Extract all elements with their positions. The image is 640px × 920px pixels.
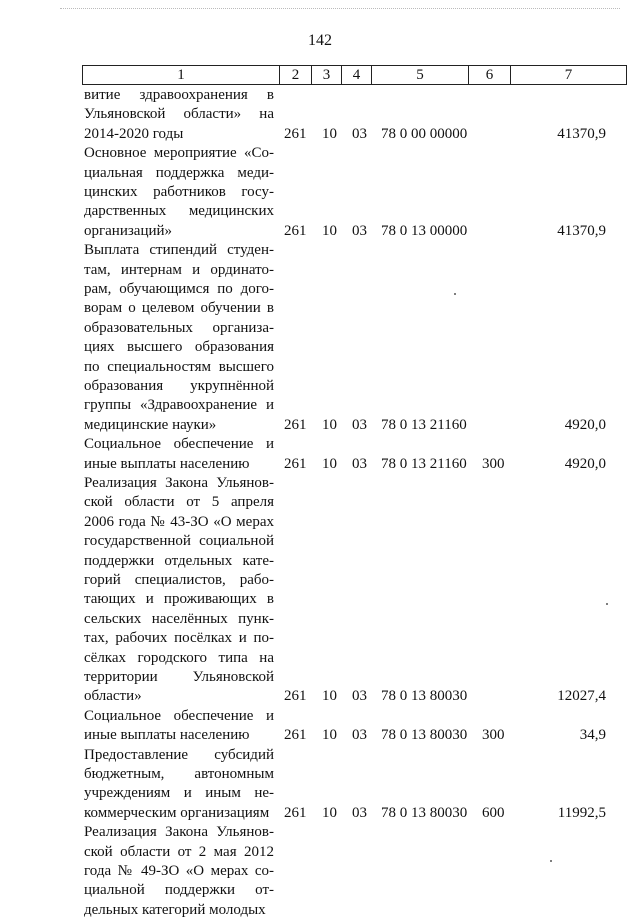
- cell-c2: 261: [284, 804, 307, 821]
- description-line: 2014-2020 годы: [84, 125, 184, 142]
- cell-c5: 78 0 13 80030: [381, 688, 468, 705]
- table-header: [82, 65, 627, 85]
- description-line: области»: [84, 688, 142, 705]
- description-line: там, интернам и ординато-: [84, 261, 274, 278]
- cell-c5: 78 0 13 00000: [381, 222, 468, 239]
- cell-c5: 78 0 13 80030: [381, 727, 468, 744]
- description-line: ской области от 2 мая 2012: [84, 843, 274, 860]
- cell-c3: 10: [322, 222, 337, 239]
- description-line: дельных категорий молодых: [84, 901, 266, 918]
- cell-c3: 10: [322, 804, 337, 821]
- description-line: дарственных медицинских: [84, 203, 274, 220]
- header-col-1: 1: [83, 66, 280, 84]
- description-line: года № 49-ЗО «О мерах со-: [84, 863, 274, 879]
- cell-c7: 4920,0: [564, 455, 606, 472]
- description-line: иные выплаты населению: [84, 455, 250, 472]
- header-col-5: 5: [372, 66, 469, 84]
- description-line: территории Ульяновской: [84, 669, 274, 686]
- cell-c7: 4920,0: [564, 416, 606, 433]
- description-line: Предоставление субсидий: [84, 746, 274, 763]
- cell-c4: 03: [352, 688, 367, 705]
- cell-c4: 03: [352, 804, 367, 821]
- scan-speck: [454, 293, 456, 295]
- cell-c7: 41370,9: [557, 125, 606, 142]
- description-line: коммерческим организациям: [84, 804, 270, 821]
- page-number: 142: [308, 32, 332, 49]
- cell-c7: 11992,5: [557, 804, 606, 821]
- description-line: цинских работников госу-: [84, 184, 274, 200]
- description-line: иные выплаты населению: [84, 727, 250, 744]
- cell-c6: 300: [482, 727, 505, 744]
- description-line: циальная поддержка меди-: [84, 164, 274, 181]
- description-line: Реализация Закона Ульянов-: [84, 824, 274, 841]
- description-line: циальной поддержки от-: [84, 882, 274, 899]
- cell-c7: 34,9: [579, 727, 606, 744]
- description-line: Социальное обеспечение и: [84, 707, 274, 724]
- description-line: 2006 года № 43-ЗО «О мерах: [84, 513, 274, 530]
- description-line: ской области от 5 апреля: [84, 494, 274, 511]
- description-line: Выплата стипендий студен-: [84, 242, 274, 259]
- description-line: рам, обучающимся по дого-: [84, 281, 274, 297]
- description-line: образовательных организа-: [84, 319, 274, 336]
- cell-c5: 78 0 00 00000: [381, 125, 468, 142]
- row-description: [84, 86, 274, 144]
- description-line: учреждениям и иным не-: [84, 785, 274, 802]
- description-line: Реализация Закона Ульянов-: [84, 475, 274, 491]
- row-description: [84, 746, 274, 824]
- description-line: тах, рабочих посёлках и по-: [84, 630, 274, 647]
- description-line: горий специалистов, рабо-: [84, 572, 274, 589]
- scan-speck: [606, 603, 608, 605]
- cell-c4: 03: [352, 416, 367, 433]
- description-line: организаций»: [84, 222, 173, 239]
- cell-c5: 78 0 13 80030: [381, 804, 468, 821]
- description-line: Социальное обеспечение и: [84, 436, 274, 453]
- row-description: [84, 144, 274, 241]
- cell-c4: 03: [352, 125, 367, 142]
- description-line: сельских населённых пунк-: [84, 610, 274, 627]
- cell-c3: 10: [322, 688, 337, 705]
- header-col-2: 2: [280, 66, 312, 84]
- header-col-7: 7: [564, 67, 573, 83]
- cell-c2: 261: [284, 222, 307, 239]
- cell-c4: 03: [352, 727, 367, 744]
- description-line: тающих и проживающих в: [84, 591, 274, 608]
- cell-c2: 261: [284, 727, 307, 744]
- cell-c3: 10: [322, 455, 337, 472]
- cell-c2: 261: [284, 688, 307, 705]
- description-line: сёлках городского типа на: [84, 649, 274, 666]
- cell-c7: 12027,4: [557, 688, 606, 705]
- header-col-4: 4: [342, 66, 372, 84]
- description-line: медицинские науки»: [84, 416, 217, 433]
- cell-c6: 300: [482, 455, 505, 472]
- row-description: [84, 241, 274, 435]
- description-line: циях высшего образования: [84, 339, 274, 356]
- description-line: ворам о целевом обучении в: [84, 300, 274, 317]
- row-description: [84, 474, 274, 707]
- cell-c3: 10: [322, 727, 337, 744]
- header-col-6: 6: [469, 66, 511, 84]
- scan-top-edge: [60, 8, 620, 10]
- cell-c3: 10: [322, 416, 337, 433]
- cell-c5: 78 0 13 21160: [381, 416, 467, 433]
- cell-c4: 03: [352, 455, 367, 472]
- cell-c5: 78 0 13 21160: [381, 455, 467, 472]
- description-line: поддержки отдельных кате-: [84, 552, 274, 569]
- cell-c2: 261: [284, 455, 307, 472]
- cell-c7: 41370,9: [557, 222, 606, 239]
- description-line: по специальностям высшего: [84, 358, 274, 375]
- row-description: [84, 435, 274, 474]
- description-line: бюджетным, автономным: [84, 766, 274, 782]
- row-description: [84, 823, 274, 920]
- cell-c2: 261: [284, 125, 307, 142]
- description-line: государственной социальной: [84, 533, 274, 550]
- description-line: витие здравоохранения в: [84, 87, 274, 103]
- description-line: Основное мероприятие «Со-: [84, 145, 274, 162]
- description-line: группы «Здравоохранение и: [84, 397, 274, 414]
- description-line: Ульяновской области» на: [84, 106, 274, 123]
- header-col-3: 3: [312, 66, 342, 84]
- row-description: [84, 707, 274, 746]
- scan-speck: [550, 860, 552, 862]
- cell-c2: 261: [284, 416, 307, 433]
- cell-c3: 10: [322, 125, 337, 142]
- description-line: образования укрупнённой: [84, 378, 274, 395]
- cell-c6: 600: [482, 804, 505, 821]
- cell-c4: 03: [352, 222, 367, 239]
